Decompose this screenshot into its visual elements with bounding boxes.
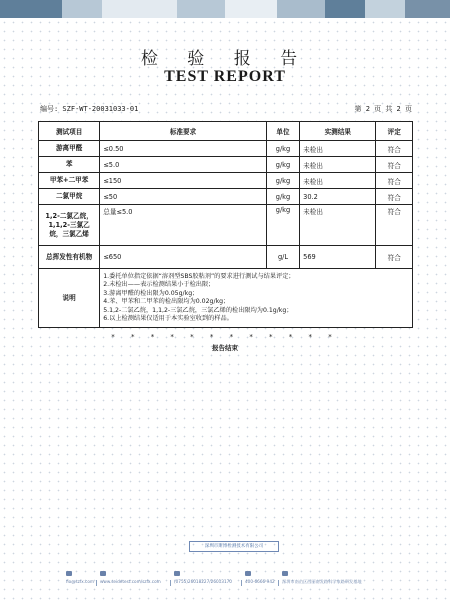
footer-address: 深圳市南山区西丽南发路科学家路研发基地 [282, 571, 288, 578]
row-unit: g/kg [266, 173, 299, 189]
row-unit: g/L [266, 246, 299, 269]
row-result: 未检出 [300, 173, 376, 189]
page-title-en: TEST REPORT [164, 68, 286, 85]
table-row [39, 189, 413, 205]
page-indicator: 第 2 页 共 2 页 [354, 105, 412, 113]
row-verdict: 符合 [376, 205, 413, 246]
web-icon [100, 571, 106, 576]
header-item: 测试项目 [39, 122, 100, 141]
row-verdict: 符合 [376, 173, 413, 189]
results-table [38, 121, 413, 328]
note-line: 2.未检出——表示检测结果小于检出限； [103, 281, 215, 288]
header-color-band [0, 0, 450, 18]
row-requirement: ≤650 [100, 246, 267, 269]
header-unit: 单位 [266, 122, 299, 141]
note-line: 4.苯、甲苯和二甲苯的检出限均为0.02g/kg； [103, 298, 230, 305]
report-end-text: 报告结束 [212, 344, 238, 352]
row-requirement: 总量≤5.0 [100, 205, 267, 246]
row-result: 未检出 [300, 157, 376, 173]
location-icon [282, 571, 288, 576]
row-item: 二氯甲烷 [39, 189, 100, 205]
notes-label: 说明 [39, 269, 100, 328]
row-item: 游离甲醛 [39, 141, 100, 157]
notes-cell [100, 269, 413, 328]
phone-icon [245, 571, 251, 576]
row-verdict: 符合 [376, 246, 413, 269]
report-number: 编号: SZF-WT-20031033-01 [40, 105, 139, 113]
end-stars: * * * * * * * * * * * * [111, 333, 339, 341]
table-row [39, 205, 413, 246]
row-item: 总挥发性有机物 [39, 246, 100, 269]
footer-hotline[interactable]: 400-6666-942 [245, 571, 251, 578]
header-verdict: 评定 [376, 122, 413, 141]
row-verdict: 符合 [376, 141, 413, 157]
row-unit: g/kg [266, 157, 299, 173]
row-requirement: ≤150 [100, 173, 267, 189]
row-result: 569 [300, 246, 376, 269]
row-requirement: ≤0.50 [100, 141, 267, 157]
note-line: 6.以上检测结果仅适用于本实验室收到的样品。 [103, 315, 233, 322]
row-unit: g/kg [266, 189, 299, 205]
row-item: 甲苯+二甲苯 [39, 173, 100, 189]
notes-row [39, 269, 413, 328]
footer-website[interactable]: www.seidetest.com/szfx.com [100, 571, 106, 578]
table-row [39, 141, 413, 157]
row-verdict: 符合 [376, 189, 413, 205]
row-item: 苯 [39, 157, 100, 173]
row-verdict: 符合 [376, 157, 413, 173]
row-requirement: ≤50 [100, 189, 267, 205]
row-result: 未检出 [300, 141, 376, 157]
row-item: 1,2-二氯乙烷，1,1,2-三氯乙烷，三氯乙烯 [39, 205, 100, 246]
table-row [39, 157, 413, 173]
table-header-row [39, 122, 413, 141]
header-result: 实测结果 [300, 122, 376, 141]
page-title-cn: 检 验 报 告 [140, 49, 310, 69]
phone-icon [174, 571, 180, 576]
table-row [39, 246, 413, 269]
note-line: 5.1,2-二氯乙烷，1,1,2-三氯乙烷，三氯乙烯的检出限均为0.1g/kg； [103, 306, 293, 314]
web-icon [66, 571, 72, 576]
row-unit: g/kg [266, 141, 299, 157]
contact-footer [66, 571, 386, 591]
row-unit: g/kg [266, 205, 299, 246]
note-line: 1.委托单位指定依据“溶剂型SBS胶粘剂”的要求进行测试与结果评定； [103, 272, 295, 280]
company-stamp: 深圳市斯博检测技术有限公司 [189, 541, 279, 552]
footer-phone[interactable]: (0755)26018227/26013170 [174, 571, 180, 578]
header-requirement: 标准要求 [100, 122, 267, 141]
row-result: 30.2 [300, 189, 376, 205]
row-result: 未检出 [300, 205, 376, 246]
footer-email[interactable]: fio@szfx.com [66, 571, 72, 578]
table-row [39, 173, 413, 189]
row-requirement: ≤5.0 [100, 157, 267, 173]
note-line: 3.游离甲醛的检出限为0.05g/kg； [103, 289, 199, 297]
